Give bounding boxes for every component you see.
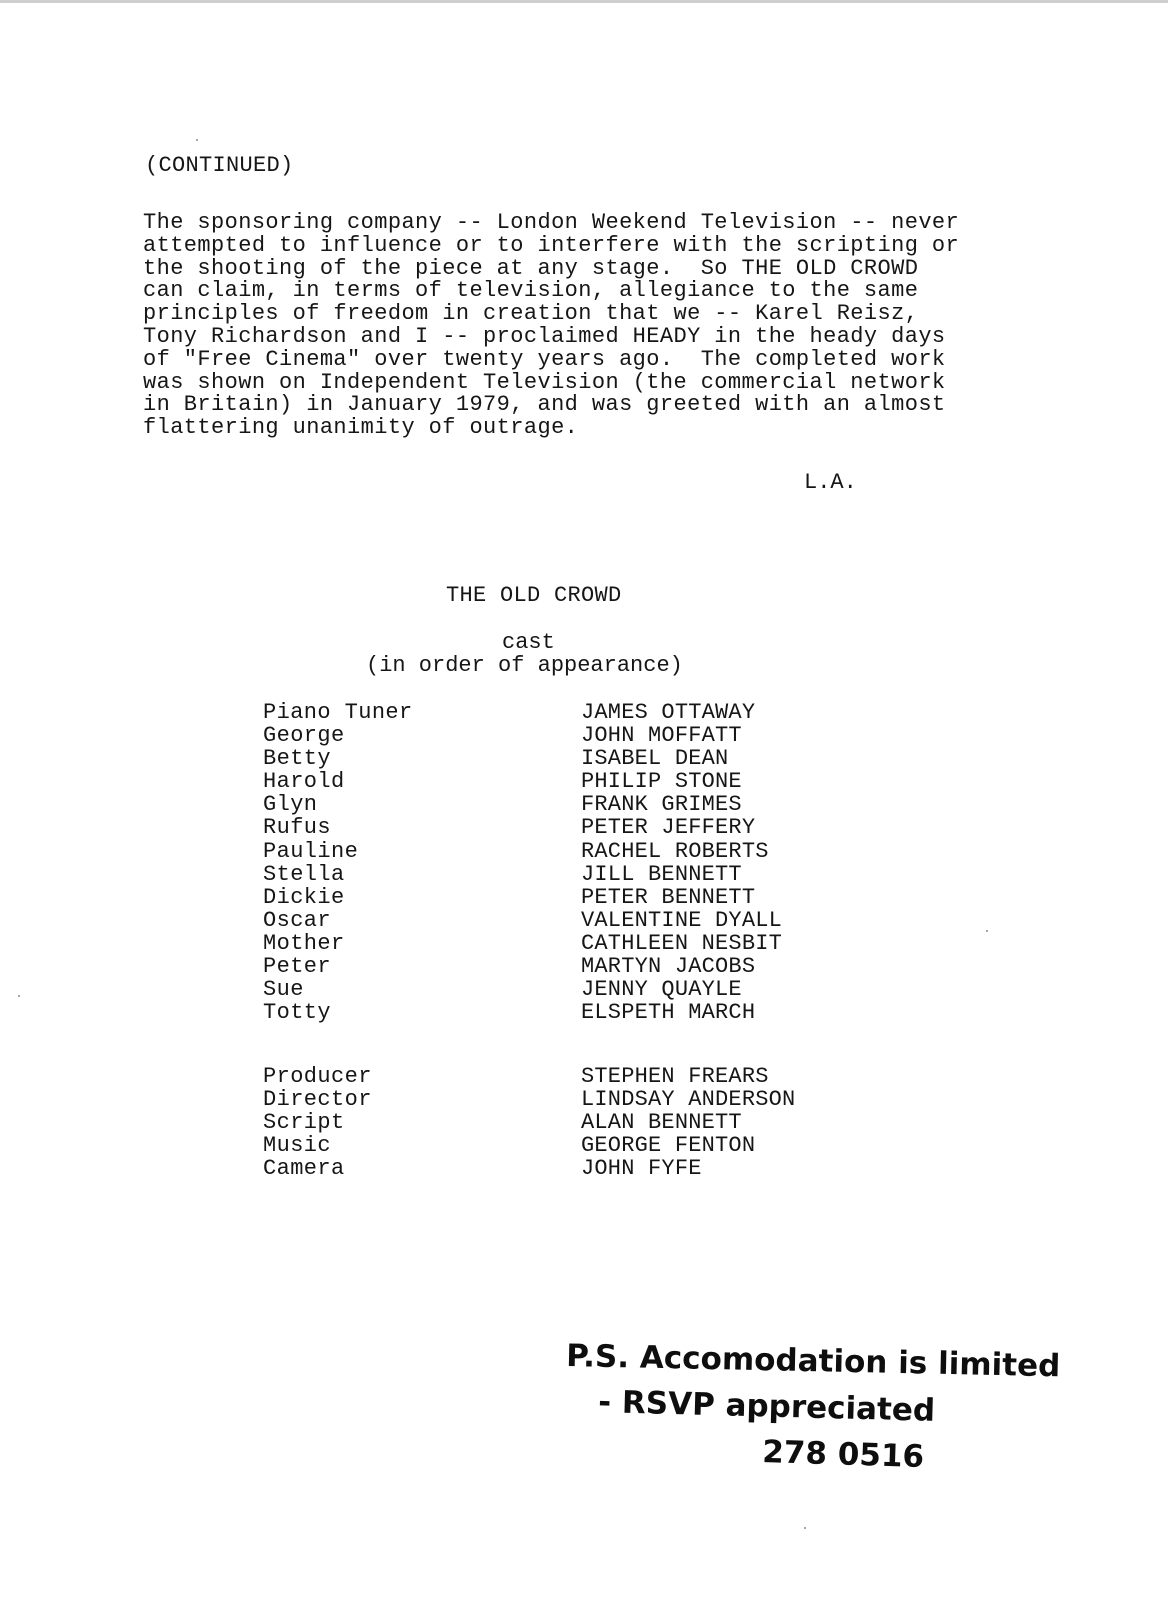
cast-actor: CATHLEEN NESBIT <box>581 930 783 956</box>
cast-actor: ISABEL DEAN <box>581 746 729 772</box>
crew-person: JOHN FYFE <box>581 1156 702 1182</box>
scan-speck <box>18 995 20 997</box>
handwritten-line-1: P.S. Accomodation is limited <box>565 1338 1061 1385</box>
cast-row <box>263 815 863 841</box>
paragraph-line: Tony Richardson and I -- proclaimed HEADY in the heady days <box>143 323 946 349</box>
cast-actor: JAMES OTTAWAY <box>581 700 756 725</box>
cast-actor: PETER BENNETT <box>581 884 756 910</box>
cast-role: Glyn <box>263 792 318 818</box>
cast-actor: MARTYN JACOBS <box>581 954 756 980</box>
paragraph-line: can claim, in terms of television, allegiance to the same <box>143 278 919 304</box>
crew-role: Script <box>263 1110 345 1136</box>
cast-actor: ELSPETH MARCH <box>581 1000 756 1026</box>
cast-list <box>263 700 863 1026</box>
cast-row <box>263 792 863 818</box>
paragraph-line: was shown on Independent Television (the commercial network <box>143 369 946 395</box>
cast-role: Harold <box>263 769 345 795</box>
paragraph-line: the shooting of the piece at any stage. So THE OLD CROWD <box>143 255 919 281</box>
cast-actor: JOHN MOFFATT <box>581 723 742 749</box>
intro-paragraph <box>143 212 993 440</box>
crew-row <box>263 1087 863 1113</box>
cast-role: Dickie <box>263 884 345 910</box>
cast-label: cast <box>502 630 555 655</box>
crew-role: Producer <box>263 1064 372 1089</box>
cast-row <box>263 908 863 931</box>
paragraph-line: principles of freedom in creation that we -- Karel Reisz, <box>143 301 919 327</box>
crew-row <box>263 1064 863 1087</box>
crew-role: Director <box>263 1087 372 1113</box>
crew-person: ALAN BENNETT <box>581 1110 742 1136</box>
handwriting-svg <box>564 1330 1104 1480</box>
handwritten-note <box>564 1330 1104 1485</box>
crew-person: GEORGE FENTON <box>581 1133 756 1159</box>
cast-row <box>263 746 863 772</box>
cast-actor: PETER JEFFERY <box>581 815 756 841</box>
paragraph-line: in Britain) in January 1979, and was greeted with an almost <box>143 392 946 418</box>
cast-row <box>263 723 863 749</box>
order-label: (in order of appearance) <box>366 653 683 678</box>
handwritten-line-2: - RSVP appreciated <box>597 1384 936 1429</box>
cast-role: Oscar <box>263 907 332 933</box>
crew-list <box>263 1064 863 1182</box>
crew-row <box>263 1133 863 1159</box>
paragraph-line: of "Free Cinema" over twenty years ago. The completed work <box>143 346 946 372</box>
cast-row <box>263 769 863 795</box>
cast-role: Rufus <box>263 815 332 841</box>
cast-role: Piano Tuner <box>263 700 413 725</box>
paragraph-line: The sponsoring company -- London Weekend Television -- never <box>143 210 960 235</box>
crew-role: Camera <box>263 1156 345 1182</box>
scan-speck <box>986 930 988 932</box>
cast-row <box>263 700 863 723</box>
cast-role: Stella <box>263 861 345 887</box>
paragraph-line: flattering unanimity of outrage. <box>143 415 579 441</box>
crew-person: LINDSAY ANDERSON <box>581 1087 796 1113</box>
cast-row <box>263 954 863 980</box>
cast-row <box>263 931 863 954</box>
cast-role: Mother <box>263 930 345 956</box>
cast-role: Peter <box>263 954 332 980</box>
scan-speck <box>196 139 198 141</box>
cast-actor: RACHEL ROBERTS <box>581 838 769 864</box>
handwritten-line-3: 278 0516 <box>761 1434 925 1476</box>
cast-role: Pauline <box>263 838 359 864</box>
cast-role: Sue <box>263 977 304 1003</box>
crew-person: STEPHEN FREARS <box>581 1064 769 1089</box>
cast-actor: FRANK GRIMES <box>581 792 742 818</box>
scan-speck <box>804 1527 806 1529</box>
cast-role: Totty <box>263 1000 332 1026</box>
cast-actor: PHILIP STONE <box>581 769 742 795</box>
cast-role: George <box>263 723 345 749</box>
cast-row <box>263 885 863 908</box>
cast-actor: JENNY QUAYLE <box>581 977 742 1003</box>
author-initials: L.A. <box>804 470 857 495</box>
cast-actor: JILL BENNETT <box>581 861 742 887</box>
cast-row <box>263 977 863 1003</box>
scan-edge-line <box>0 0 1168 3</box>
cast-row <box>263 1000 863 1026</box>
cast-role: Betty <box>263 746 332 772</box>
paragraph-line: attempted to influence or to interfere with the scripting or <box>143 232 960 258</box>
crew-row <box>263 1110 863 1136</box>
cast-row <box>263 862 863 885</box>
crew-row <box>263 1156 863 1182</box>
crew-role: Music <box>263 1133 332 1159</box>
cast-actor: VALENTINE DYALL <box>581 907 783 933</box>
production-title: THE OLD CROWD <box>446 583 622 608</box>
continued-heading: (CONTINUED) <box>145 153 294 178</box>
cast-row <box>263 839 863 862</box>
